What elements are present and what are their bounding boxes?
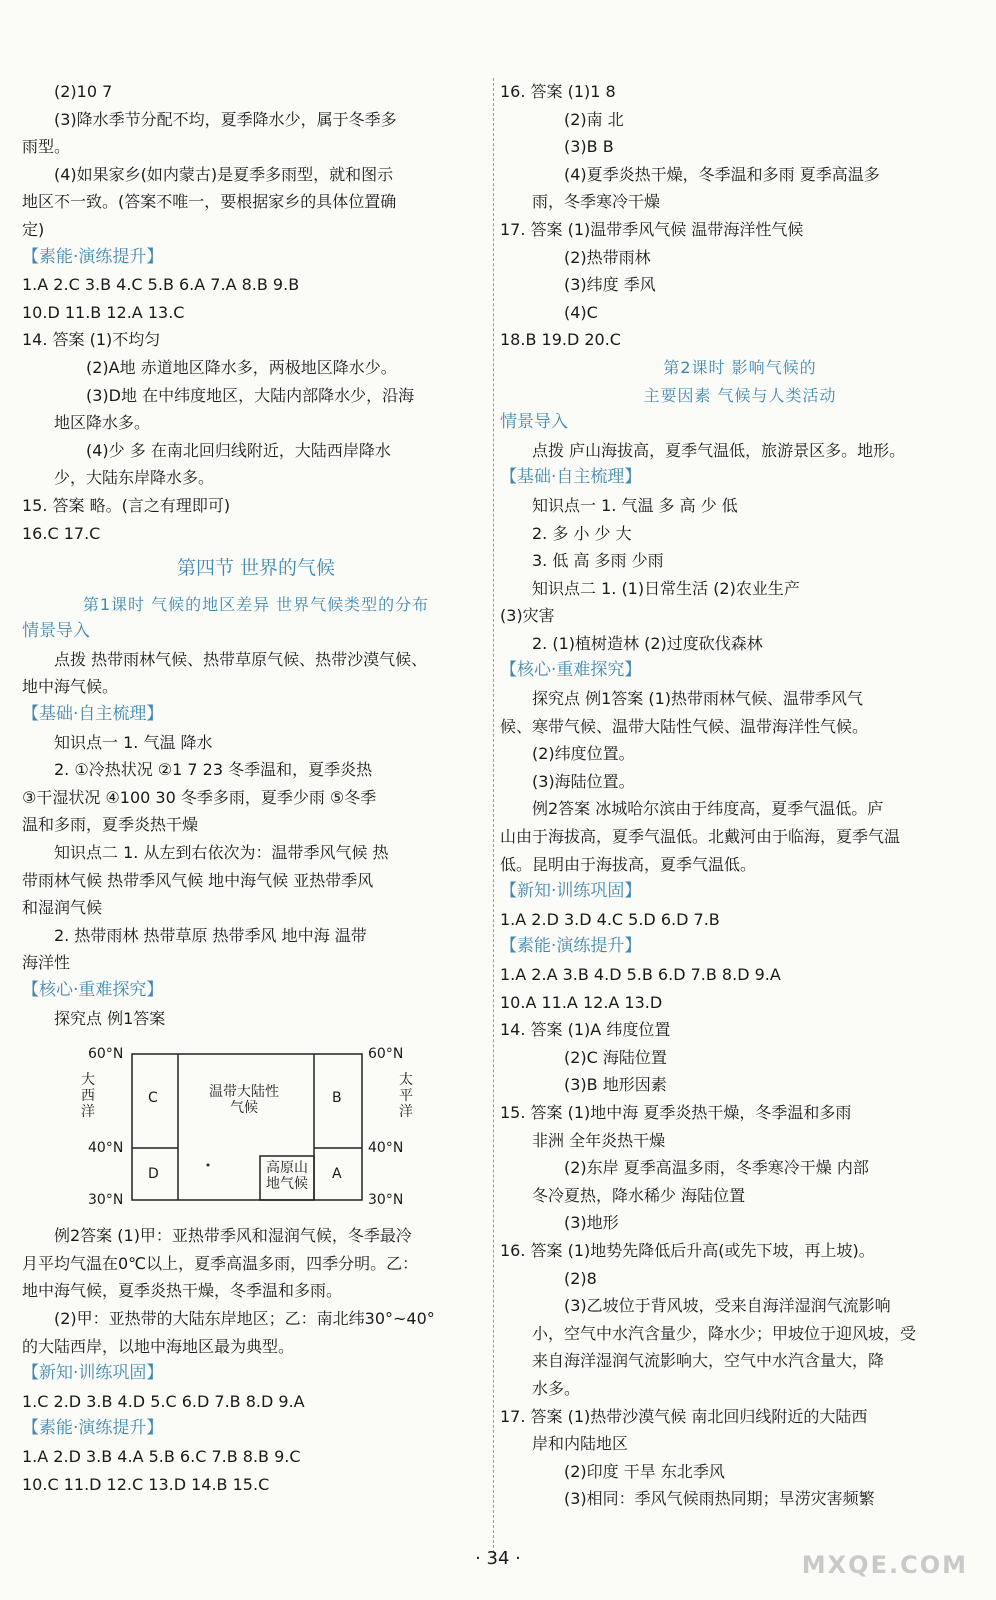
text-line: (3)降水季节分配不均，夏季降水少，属于冬季多	[54, 109, 397, 129]
text-line: 【素能·演练提升】	[22, 246, 164, 267]
region-d: D	[148, 1166, 159, 1183]
text-line: 少，大陆东岸降水多。	[54, 468, 215, 488]
text-line: 1.C 2.D 3.B 4.D 5.C 6.D 7.B 8.D 9.A	[22, 1391, 305, 1411]
text-line: 17. 答案 (1)温带季风气候 温带海洋性气候	[500, 219, 804, 239]
text-line: 第四节 世界的气候	[176, 557, 336, 580]
text-line: (3)灾害	[500, 606, 555, 626]
text-line: 16. 答案 (1)地势先降低后升高(或先下坡，再上坡)。	[500, 1240, 875, 1260]
text-line: 地区不一致。(答案不唯一，要根据家乡的具体位置确	[22, 192, 397, 212]
lat-60-right: 60°N	[368, 1046, 404, 1063]
text-line: 知识点一 1. 气温 降水	[54, 732, 213, 752]
text-line: 探究点 例1答案 (1)热带雨林气候、温带季风气	[532, 689, 864, 709]
lat-30-right: 30°N	[368, 1192, 404, 1209]
text-line: (3)地形	[564, 1213, 619, 1233]
text-line: 3. 低 高 多雨 少雨	[532, 551, 664, 571]
text-line: (4)夏季炎热干燥，冬季温和多雨 夏季高温多	[564, 164, 880, 184]
text-line: 【基础·自主梳理】	[22, 704, 164, 725]
text-line: (3)相同：季风气候雨热同期；旱涝灾害频繁	[564, 1489, 875, 1509]
text-line: 海洋性	[22, 953, 71, 973]
text-line: 雨型。	[22, 137, 71, 157]
text-line: 岸和内陆地区	[532, 1434, 629, 1454]
text-line: 15. 答案 略。(言之有理即可)	[22, 495, 231, 515]
text-line: 冬冷夏热，降水稀少 海陆位置	[532, 1185, 746, 1205]
text-line: 候、寒带气候、温带大陆性气候、温带海洋性气候。	[500, 716, 869, 736]
diagram-outer-box	[132, 1054, 362, 1200]
region-a: A	[332, 1166, 342, 1183]
text-line: 1.A 2.D 3.D 4.C 5.D 6.D 7.B	[500, 909, 720, 929]
text-line: 月平均气温在0℃以上，夏季高温多雨，四季分明。乙：	[22, 1253, 419, 1273]
text-line: 10.C 11.D 12.C 13.D 14.B 15.C	[22, 1474, 270, 1494]
text-line: (2)纬度位置。	[532, 744, 635, 764]
text-line: 点拨 热带雨林气候、热带草原气候、热带沙漠气候、	[54, 649, 428, 669]
left-text-block-1	[22, 78, 490, 1032]
right-text-block	[500, 78, 980, 1513]
lat-60-left: 60°N	[88, 1046, 124, 1063]
text-line: 14. 答案 (1)A 纬度位置	[500, 1020, 671, 1040]
text-line: (4)C	[564, 302, 598, 322]
text-line: 15. 答案 (1)地中海 夏季炎热干燥，冬季温和多雨	[500, 1102, 852, 1122]
diagram-dot	[207, 1164, 210, 1167]
text-line: 非洲 全年炎热干燥	[532, 1130, 666, 1150]
text-line: 【基础·自主梳理】	[500, 467, 642, 488]
text-line: 情景导入	[500, 412, 568, 433]
text-line: 知识点二 1. 从左到右依次为：温带季风气候 热	[54, 843, 389, 863]
pacific-label: 太平洋	[399, 1072, 413, 1121]
text-line: (3)B 地形因素	[564, 1075, 667, 1095]
region-c: C	[148, 1090, 158, 1107]
text-line: 1.A 2.D 3.B 4.A 5.B 6.C 7.B 8.B 9.C	[22, 1446, 301, 1466]
text-line: 第1课时 气候的地区差异 世界气候类型的分布	[82, 594, 430, 614]
text-line: 【素能·演练提升】	[500, 936, 642, 957]
text-line: (3)D地 在中纬度地区，大陆内部降水少，沿海	[86, 385, 415, 405]
text-line: (3)海陆位置。	[532, 771, 635, 791]
text-line: 点拨 庐山海拔高，夏季气温低，旅游景区多。地形。	[532, 440, 906, 460]
plateau-climate-label: 高原山地气候	[266, 1160, 308, 1193]
text-line: 山由于海拔高，夏季气温低。北戴河由于临海，夏季气温	[500, 827, 901, 847]
text-line: 温和多雨，夏季炎热干燥	[22, 815, 199, 835]
text-line: 小，空气中水汽含量少，降水少；甲坡位于迎风坡，受	[532, 1323, 917, 1343]
text-line: 地中海气候，夏季炎热干燥，冬季温和多雨。	[22, 1281, 343, 1301]
text-line: (3)B B	[564, 137, 614, 157]
text-line: 14. 答案 (1)不均匀	[22, 330, 161, 350]
climate-distribution-diagram	[22, 1032, 490, 1222]
text-line: 主要因素 气候与人类活动	[643, 385, 837, 405]
text-line: 探究点 例1答案	[54, 1008, 166, 1028]
text-line: 10.A 11.A 12.A 13.D	[500, 992, 663, 1012]
text-line: 【新知·训练巩固】	[500, 881, 642, 902]
column-divider	[493, 78, 494, 1558]
text-line: 【新知·训练巩固】	[22, 1363, 164, 1384]
temperate-continental-label: 温带大陆性气候	[209, 1084, 279, 1117]
text-line: 【核心·重难探究】	[500, 660, 642, 681]
text-line: 第2课时 影响气候的	[663, 357, 817, 377]
text-line: 和湿润气候	[22, 898, 103, 918]
text-line: (2)8	[564, 1268, 597, 1288]
text-line: 17. 答案 (1)热带沙漠气候 南北回归线附近的大陆西	[500, 1406, 868, 1426]
region-b: B	[332, 1090, 342, 1107]
text-line: (2)10 7	[54, 82, 113, 101]
text-line: 16.C 17.C	[22, 523, 101, 543]
text-line: 知识点二 1. (1)日常生活 (2)农业生产	[532, 578, 800, 598]
text-line: (2)甲：亚热带的大陆东岸地区；乙：南北纬30°~40°	[54, 1308, 435, 1328]
text-line: 水多。	[532, 1378, 581, 1398]
text-line: 2. ①冷热状况 ②1 7 23 冬季温和，夏季炎热	[54, 760, 373, 780]
text-line: 知识点一 1. 气温 多 高 少 低	[532, 495, 738, 515]
text-line: ③干湿状况 ④100 30 冬季多雨，夏季少雨 ⑤冬季	[22, 787, 377, 807]
text-line: 【素能·演练提升】	[22, 1418, 164, 1439]
text-line: 地中海气候。	[22, 677, 119, 697]
page-number: · 34 ·	[475, 1548, 521, 1569]
text-line: 2. 多 小 少 大	[532, 523, 632, 543]
right-column	[500, 78, 980, 1513]
text-line: 地区降水多。	[54, 413, 151, 433]
text-line: (3)纬度 季风	[564, 275, 656, 295]
text-line: 定)	[22, 219, 45, 239]
text-line: 18.B 19.D 20.C	[500, 330, 621, 350]
text-line: 带雨林气候 热带季风气候 地中海气候 亚热带季风	[22, 870, 374, 890]
left-column	[22, 78, 490, 1498]
text-line: (4)如果家乡(如内蒙古)是夏季多雨型，就和图示	[54, 164, 394, 184]
text-line: 1.A 2.A 3.B 4.D 5.B 6.D 7.B 8.D 9.A	[500, 965, 781, 984]
text-line: 例2答案 (1)甲：亚热带季风和湿润气候，冬季最冷	[54, 1226, 412, 1246]
text-line: (2)C 海陆位置	[564, 1047, 667, 1067]
text-line: (2)热带雨林	[564, 247, 651, 267]
text-line: 1.A 2.C 3.B 4.C 5.B 6.A 7.A 8.B 9.B	[22, 275, 300, 295]
text-line: 的大陆西岸，以地中海地区最为典型。	[22, 1336, 295, 1356]
left-text-block-2	[22, 1222, 490, 1498]
text-line: (2)A地 赤道地区降水多，两极地区降水少。	[86, 357, 397, 377]
text-line: 低。昆明由于海拔高，夏季气温低。	[500, 854, 757, 874]
watermark: MXQE.COM	[801, 1551, 968, 1580]
lat-30-left: 30°N	[88, 1192, 124, 1209]
text-line: (4)少 多 在南北回归线附近，大陆西岸降水	[86, 440, 391, 460]
text-line: 来自海洋湿润气流影响大，空气中水汽含量大，降	[532, 1351, 885, 1371]
text-line: 【核心·重难探究】	[22, 980, 164, 1000]
text-line: 2. 热带雨林 热带草原 热带季风 地中海 温带	[54, 925, 367, 945]
lat-40-right: 40°N	[368, 1140, 404, 1157]
text-line: 2. (1)植树造林 (2)过度砍伐森林	[532, 633, 763, 653]
text-line: (2)南 北	[564, 109, 624, 129]
atlantic-label: 大西洋	[81, 1072, 95, 1121]
text-line: 例2答案 冰城哈尔滨由于纬度高，夏季气温低。庐	[532, 799, 884, 819]
text-line: 10.D 11.B 12.A 13.C	[22, 302, 185, 322]
lat-40-left: 40°N	[88, 1140, 124, 1157]
text-line: (3)乙坡位于背风坡，受来自海洋湿润气流影响	[564, 1296, 891, 1316]
text-line: 16. 答案 (1)1 8	[500, 82, 616, 101]
text-line: 情景导入	[22, 621, 90, 642]
text-line: (2)印度 干旱 东北季风	[564, 1461, 725, 1481]
text-line: 雨，冬季寒冷干燥	[532, 192, 661, 212]
text-line: (2)东岸 夏季高温多雨，冬季寒冷干燥 内部	[564, 1158, 869, 1178]
